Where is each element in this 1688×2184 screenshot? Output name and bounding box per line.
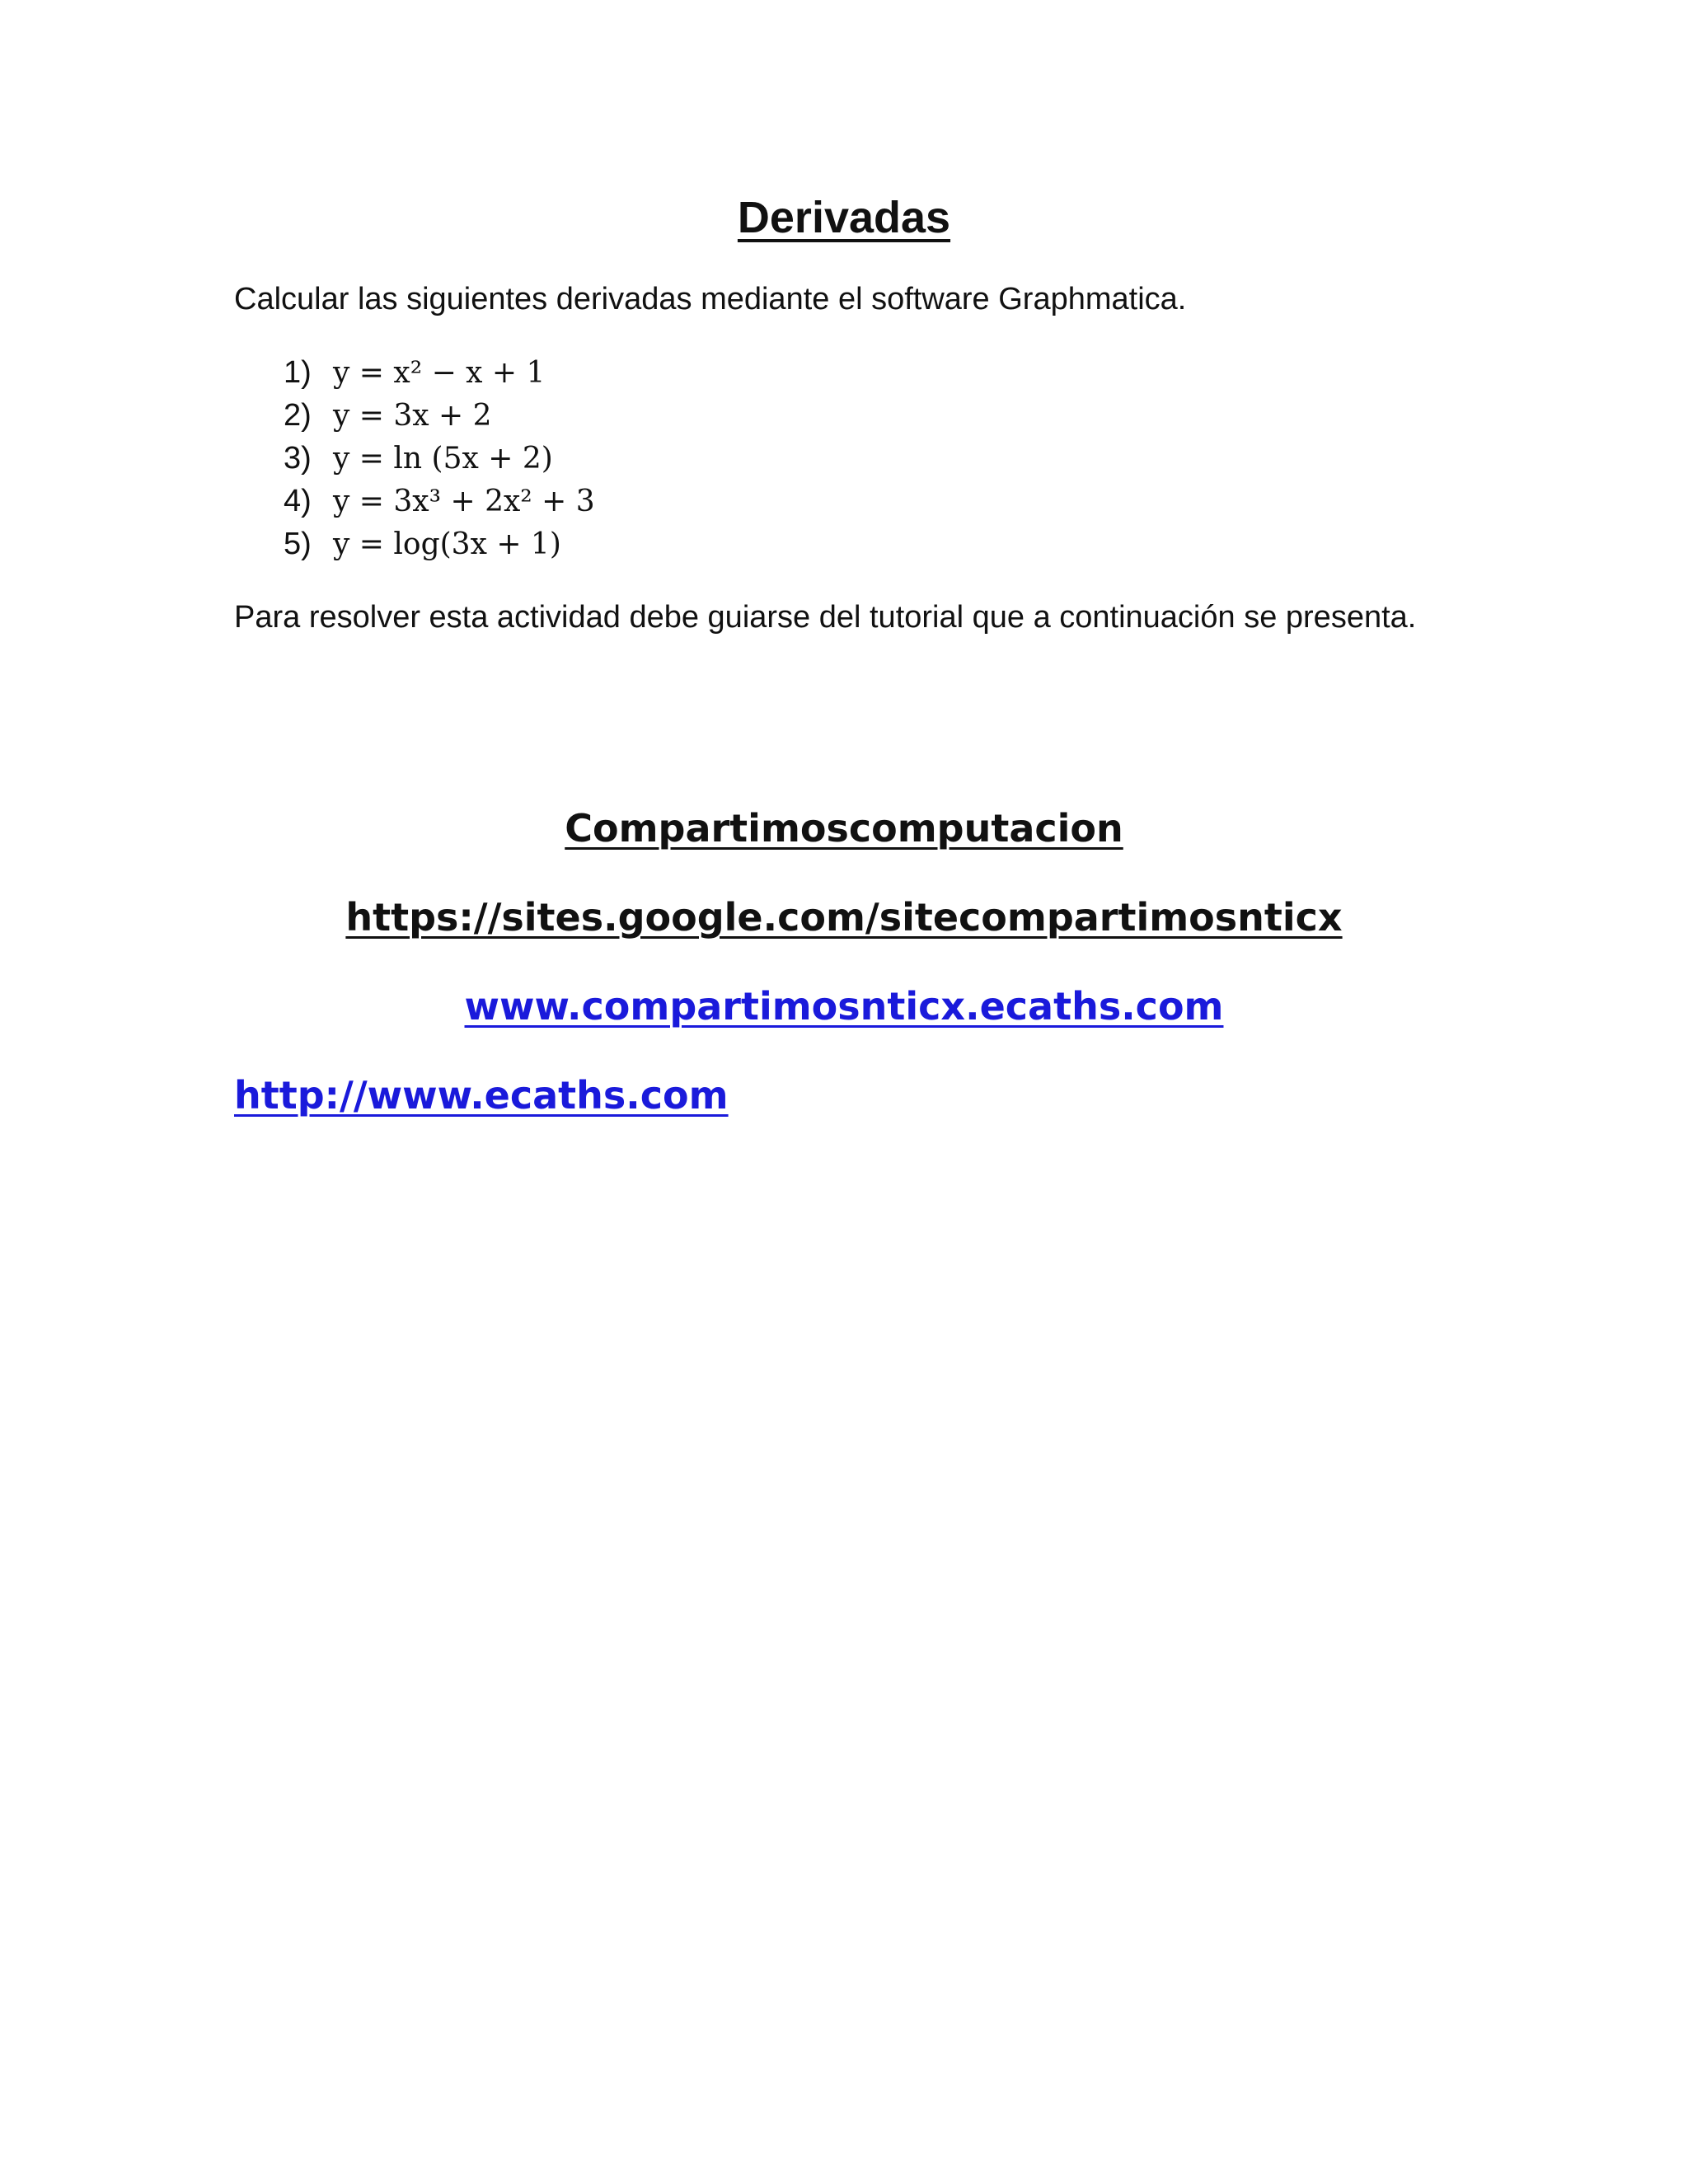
equation: y = ln (5x + 2) — [333, 441, 553, 476]
list-item-number: 3) — [284, 440, 312, 476]
page-title-text: Derivadas — [737, 193, 951, 242]
list-item-number: 4) — [284, 483, 312, 518]
equation-list — [284, 351, 595, 565]
google-sites-link-text[interactable]: https://sites.google.com/sitecompartimosnticx — [345, 895, 1343, 940]
equation: y = x² − x + 1 — [333, 355, 546, 390]
list-item — [284, 437, 595, 480]
list-item — [284, 394, 595, 437]
list-item — [284, 480, 595, 523]
list-item — [284, 523, 595, 565]
site-name-text: Compartimoscomputacion — [565, 806, 1123, 851]
equation: y = 3x³ + 2x² + 3 — [333, 484, 595, 518]
intro-text: Calcular las siguientes derivadas mediante el software Graphmatica. — [234, 282, 1187, 316]
list-item — [284, 351, 595, 394]
ecaths-link[interactable]: http://www.ecaths.com — [234, 1073, 729, 1118]
equation: y = 3x + 2 — [333, 398, 492, 433]
list-item-number: 1) — [284, 354, 312, 390]
ecaths-site-link[interactable] — [0, 982, 1688, 1030]
google-sites-link[interactable] — [0, 893, 1688, 941]
site-name-heading — [0, 804, 1688, 852]
list-item-number: 2) — [284, 397, 312, 433]
instruction-paragraph: Para resolver esta actividad debe guiarse del tutorial que a continuación se presenta. — [234, 600, 1417, 635]
page-title — [0, 191, 1688, 244]
ecaths-site-link-text[interactable]: www.compartimosnticx.ecaths.com — [464, 984, 1224, 1029]
equation: y = log(3x + 1) — [333, 527, 561, 561]
list-item-number: 5) — [284, 526, 312, 561]
